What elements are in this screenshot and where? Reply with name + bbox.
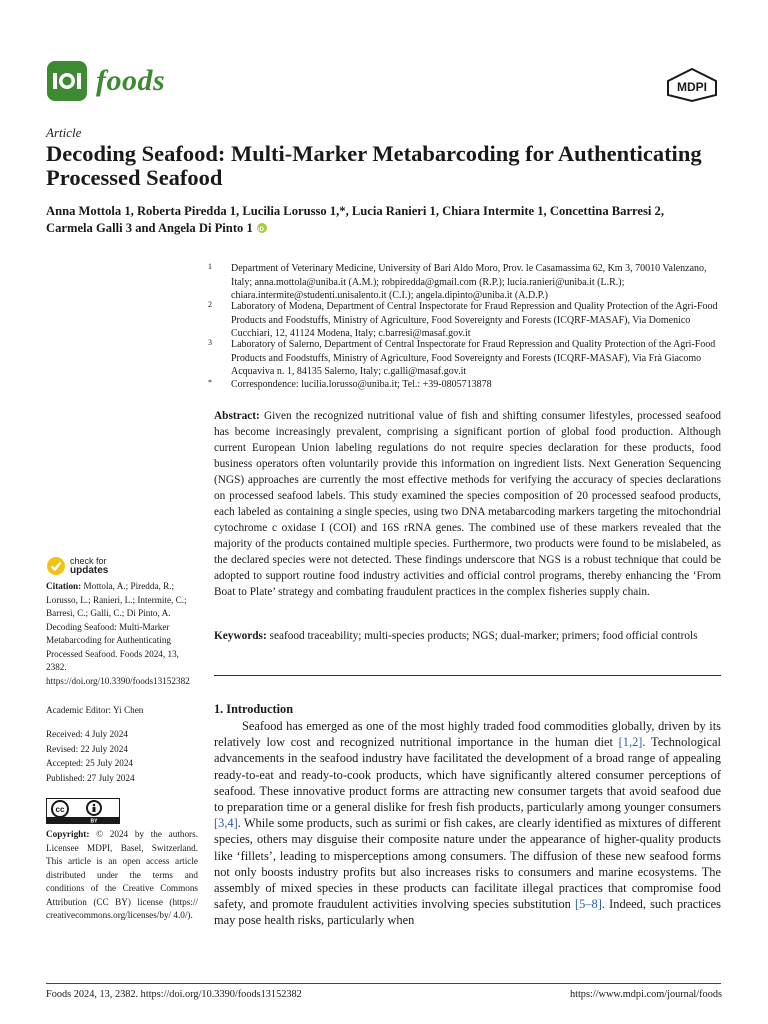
publisher-name: MDPI xyxy=(677,80,707,94)
publication-dates xyxy=(46,727,135,785)
svg-text:cc: cc xyxy=(55,805,65,814)
citation xyxy=(46,580,198,688)
keywords-text: seafood traceability; multi-species products; NGS; dual-marker; primers; food official controls xyxy=(269,630,698,642)
authors-line-1: Anna Mottola 1, Roberta Piredda 1, Lucilia Lorusso 1,*, Lucia Ranieri 1, Chiara Intermite 1, Concettina Barresi 2, xyxy=(46,204,664,218)
check-updates-icon xyxy=(46,556,66,576)
citation-link[interactable]: [1,2] xyxy=(618,735,643,750)
cc-by-license-icon[interactable] xyxy=(46,798,120,824)
copyright-label: Copyright: xyxy=(46,829,90,839)
authors-line-2: Carmela Galli 3 and Angela Di Pinto 1 iD xyxy=(46,220,736,237)
journal-logo xyxy=(46,60,165,102)
citation-link[interactable]: [3,4] xyxy=(214,816,238,831)
abstract-label: Abstract: xyxy=(214,410,260,422)
published-date: Published: 27 July 2024 xyxy=(46,772,135,783)
correspondence: * Correspondence: lucilia.lorusso@uniba.it; Tel.: +39-0805713878 xyxy=(208,378,492,390)
svg-text:BY: BY xyxy=(90,818,98,824)
author-list xyxy=(46,203,736,237)
accepted-date: Accepted: 25 July 2024 xyxy=(46,758,134,768)
abstract xyxy=(214,408,721,600)
introduction-heading: 1. Introduction xyxy=(214,702,294,716)
abstract-text: Given the recognized nutritional value of fish and shifting consumer lifestyles, processed seafood has become increasingly prevalent, comprising a significant portion of global food production. Although current European Union labeling regulations do not require species declaration for these products, food business operators often voluntarily provide this information on ingredient lists. Next Generation Sequencing (NGS) approaches are currently the most effective methods for verifying the accuracy of species declarations on processed seafood labels. This study examined the species composition of 20 processed seafood products, each labeled as containing a single species, using two DNA metabarcoding markers targeting the mitochondrial cytochrome c oxidase I (COI) and 16S rRNA genes. The combined use of these markers revealed that the majority of the products contained multiple species. Furthermore, two products were found to be mislabeled, as the declared species were not detected. These findings underscore that NGS is a robust technique that could be adopted to support routine food industry activities and official control programs, thereby enhancing the ‘From Boat to Plate’ strategy and combating fraudulent practices in the complex fisheries supply chain. xyxy=(214,410,721,598)
journal-name: foods xyxy=(96,64,166,97)
copyright-notice xyxy=(46,828,198,923)
affiliation-3: 3 Laboratory of Salerno, Department of Central Inspectorate for Fraud Repression and Quality Protection of the Agri-Food Products and Foodstuffs, Ministry of Agriculture, Food Sovereignty and Forests (ICQRF-MASAF), Via Frà Giacomo Acquaviva n. 1, 84135 Salerno, Italy; c.galli@masaf.gov.it xyxy=(208,338,716,377)
keywords xyxy=(214,628,721,644)
keywords-label: Keywords: xyxy=(214,630,267,642)
copyright-text: © 2024 by the authors. Licensee MDPI, Basel, Switzerland. This article is an open access article distributed under the terms and conditions of the Creative Commons Attribution (CC BY) license (https:// creativecommons.org/licenses/by/ 4.0/). xyxy=(46,829,198,920)
article-type: Article xyxy=(46,125,82,140)
article-title: Decoding Seafood: Multi-Marker Metabarcoding for Authenticating Processed Seafood xyxy=(46,141,702,190)
citation-link[interactable]: [5–8] xyxy=(575,897,602,912)
mdpi-logo xyxy=(664,67,720,103)
received-date: Received: 4 July 2024 xyxy=(46,729,128,739)
affiliation-1: 1 Department of Veterinary Medicine, University of Bari Aldo Moro, Prov. le Casamassima 62, Km 3, 70010 Valenzano, Italy; anna.mottola@uniba.it (A.M.); robpiredda@gmail.com (R.P.); lucia.ranieri@uniba.it (L.R.); chiara.intermite@studenti.unisalento.it (C.I.); angela.dipinto@uniba.it (A.D.P.) xyxy=(208,262,707,301)
citation-text: Mottola, A.; Piredda, R.; Lorusso, L.; Ranieri, L.; Intermite, C.; Barresi, C.; Galli, C.; Di Pinto, A. Decoding Seafood: Multi-Marker Metabarcoding for Authenticating Processed Seafood. Foods 2024, 13, 2382. https://doi.org/10.3390/foods13152382 xyxy=(46,581,190,686)
academic-editor: Academic Editor: Yi Chen xyxy=(46,705,144,715)
check-for-updates-badge[interactable]: check for updates xyxy=(46,556,108,576)
affiliation-2: 2 Laboratory of Modena, Department of Central Inspectorate for Fraud Repression and Quality Protection of the Agri-Food Products and Foodstuffs, Ministry of Agriculture, Food Sovereignty and Forests (ICQRF-MASAF), Via Domenico Cucchiari, 12, 41124 Modena, Italy; c.barresi@masaf.gov.it xyxy=(208,300,718,339)
footer-divider xyxy=(46,983,721,984)
foods-logo-icon xyxy=(46,60,88,102)
revised-date: Revised: 22 July 2024 xyxy=(46,743,128,754)
footer-citation: Foods 2024, 13, 2382. https://doi.org/10.3390/foods13152382 xyxy=(46,989,302,1000)
orcid-icon[interactable] xyxy=(257,223,267,233)
introduction-paragraph: Seafood has emerged as one of the most highly traded food commodities globally, driven by its relatively low cost and recognized nutritional importance in the human diet [1,2]. Technological advancements in the seafood industry have facilitated the development of a broad range of appealing ready-to-eat and ready-to-cook products, which have significantly altered consumer perceptions of seafood. These innovative product forms are attracting new consumer targets that avoid seafood due to preparation time or a general dislike for fresh fish products, particularly among younger consumers [3,4]. While some products, such as surimi or fish cakes, are clearly identified as mixtures of different species, others may disguise their composite nature under the appearance of higher-quality products like ‘fillets’, leading to misperceptions among consumers. The diffusion of these new seafood forms not only boosts industry profits but also increases risks to consumers and marine ecosystems. The assembly of mixed species in these products can facilitate illegal practices that compromise food safety, and promote fraudulent activities involving species substitution [5–8]. Indeed, such practices may pose health risks, particularly when xyxy=(214,719,721,928)
section-divider xyxy=(214,675,721,676)
journal-url-link[interactable]: https://www.mdpi.com/journal/foods xyxy=(569,989,722,1000)
citation-label: Citation: xyxy=(46,581,82,591)
